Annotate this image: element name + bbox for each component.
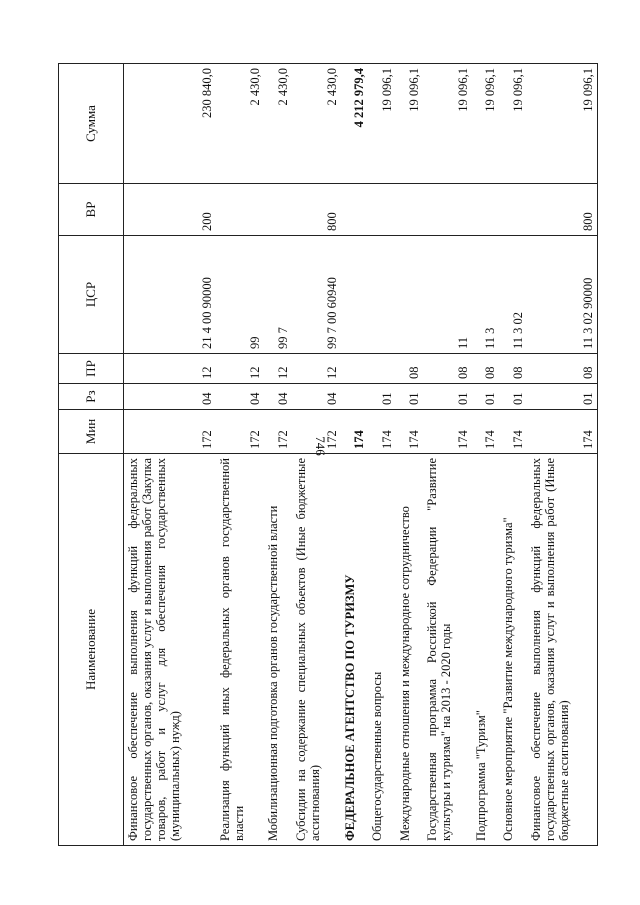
cell-rz: 04 [124,384,216,410]
cell-rz: 01 [499,384,526,410]
cell-sum: 230 840,0 [124,64,216,184]
cell-name: Основное мероприятие "Развитие международного туризма" [499,454,526,846]
cell-min: 174 [527,410,598,454]
cell-pr: 08 [527,354,598,384]
cell-csr: 11 3 [472,236,499,354]
cell-vr [216,184,265,236]
cell-rz: 01 [527,384,598,410]
header-min: Мин [59,410,124,454]
cell-csr: 21 4 00 90000 [124,236,216,354]
cell-csr [368,236,395,354]
header-vr: ВР [59,184,124,236]
cell-pr [368,354,395,384]
cell-min: 172 [124,410,216,454]
cell-name: Мобилизационная подготовка органов государственной власти [264,454,291,846]
cell-pr [341,354,368,384]
table-row [499,64,526,846]
header-sum: Сумма [59,64,124,184]
cell-min: 174 [396,410,423,454]
cell-csr: 99 7 00 60940 [292,236,341,354]
cell-pr: 12 [292,354,341,384]
cell-rz: 01 [423,384,472,410]
cell-csr [341,236,368,354]
table-row [396,64,423,846]
cell-sum: 4 212 979,4 [341,64,368,184]
cell-vr [368,184,395,236]
cell-sum: 19 096,1 [472,64,499,184]
budget-table-rotated [58,64,598,846]
cell-min: 172 [264,410,291,454]
cell-rz: 04 [216,384,265,410]
cell-csr: 99 [216,236,265,354]
cell-sum: 19 096,1 [396,64,423,184]
cell-rz: 01 [472,384,499,410]
cell-vr [499,184,526,236]
table-row [216,64,265,846]
cell-vr [341,184,368,236]
header-name: Наименование [59,454,124,846]
table-body [124,64,598,846]
cell-csr: 11 3 02 [499,236,526,354]
cell-min: 174 [423,410,472,454]
cell-name: Реализация функций иных федеральных органов государственной власти [216,454,265,846]
cell-pr: 12 [264,354,291,384]
page-number: 746 [313,436,328,456]
table-row [264,64,291,846]
cell-sum: 19 096,1 [527,64,598,184]
cell-rz: 04 [264,384,291,410]
header-pr: ПР [59,354,124,384]
cell-vr: 800 [527,184,598,236]
table-row [341,64,368,846]
cell-min: 174 [341,410,368,454]
cell-sum: 19 096,1 [423,64,472,184]
table-row [423,64,472,846]
header-rz: Рз [59,384,124,410]
budget-table [58,63,598,846]
cell-sum: 2 430,0 [292,64,341,184]
cell-rz: 01 [368,384,395,410]
cell-name: ФЕДЕРАЛЬНОЕ АГЕНТСТВО ПО ТУРИЗМУ [341,454,368,846]
cell-name: Государственная программа Российской Федерации "Развитие культуры и туризма" на 2013 - 2020 годы [423,454,472,846]
cell-name: Субсидии на содержание специальных объектов (Иные бюджетные ассигнования) [292,454,341,846]
cell-min: 172 [216,410,265,454]
cell-min: 172 [292,410,341,454]
cell-name: Финансовое обеспечение выполнения функций федеральных государственных органов, оказания услуг и выполнения работ (Закупка товаров, работ и услуг для обеспечения государственных (муниципальных) нужд) [124,454,216,846]
cell-name: Подпрограмма "Туризм" [472,454,499,846]
cell-pr: 08 [396,354,423,384]
cell-pr: 08 [499,354,526,384]
cell-pr: 12 [124,354,216,384]
cell-vr [423,184,472,236]
cell-pr: 08 [472,354,499,384]
table-row [124,64,216,846]
table-header-row [59,64,124,846]
cell-vr [396,184,423,236]
cell-csr: 11 [423,236,472,354]
cell-sum: 19 096,1 [368,64,395,184]
cell-vr: 200 [124,184,216,236]
cell-rz [341,384,368,410]
header-csr: ЦСР [59,236,124,354]
cell-min: 174 [499,410,526,454]
cell-csr [396,236,423,354]
cell-rz: 01 [396,384,423,410]
cell-name: Финансовое обеспечение выполнения функций федеральных государственных органов, оказания услуг и выполнения работ (Иные бюджетные ассигнования) [527,454,598,846]
cell-name: Международные отношения и международное сотрудничество [396,454,423,846]
cell-sum: 2 430,0 [264,64,291,184]
table-row [292,64,341,846]
table-row [472,64,499,846]
cell-sum: 19 096,1 [499,64,526,184]
table-row [368,64,395,846]
cell-min: 174 [472,410,499,454]
cell-vr: 800 [292,184,341,236]
cell-min: 174 [368,410,395,454]
cell-vr [264,184,291,236]
cell-sum: 2 430,0 [216,64,265,184]
cell-rz: 04 [292,384,341,410]
cell-name: Общегосударственные вопросы [368,454,395,846]
cell-pr: 12 [216,354,265,384]
cell-pr: 08 [423,354,472,384]
cell-csr: 99 7 [264,236,291,354]
cell-vr [472,184,499,236]
table-row [527,64,598,846]
cell-csr: 11 3 02 90000 [527,236,598,354]
